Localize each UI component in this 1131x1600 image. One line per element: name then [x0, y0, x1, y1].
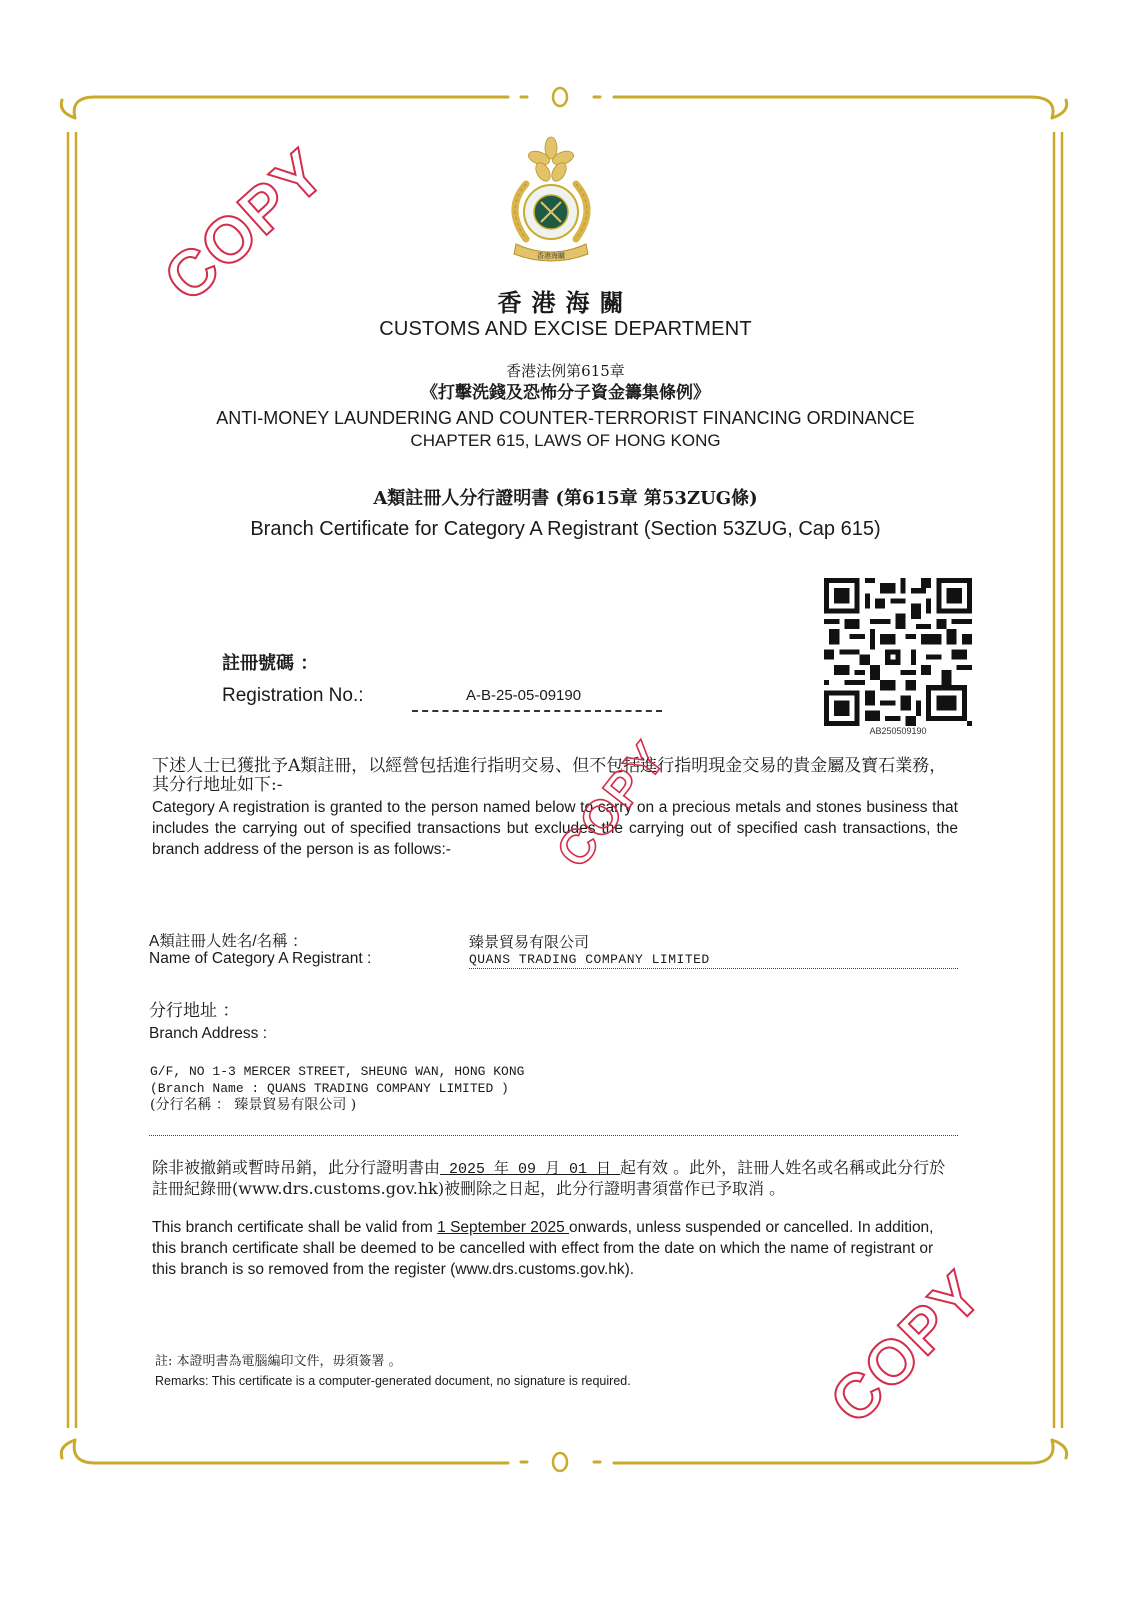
qr-code-icon[interactable]	[822, 578, 974, 726]
ordinance-english: ANTI-MONEY LAUNDERING AND COUNTER-TERRORIST FINANCING ORDINANCE	[216, 408, 915, 428]
registration-label-chinese: 註冊號碼 ：	[222, 653, 319, 674]
qr-code-caption: AB250509190	[869, 726, 927, 736]
grant-text-chinese: 下述人士已獲批予A類註冊，以經營包括進行指明交易、但不包括進行指明現金交易的貴金屬及寶石業務，其分行地址如下:-	[152, 756, 947, 795]
registration-label-english: Registration No.:	[222, 685, 364, 706]
copy-stamp: COPY	[150, 134, 340, 316]
section-separator	[149, 1135, 958, 1136]
registrant-label-chinese: A類註冊人姓名/名稱 ：	[149, 933, 308, 950]
validity-text-chinese	[152, 1158, 958, 1198]
branch-address: G/F, NO 1-3 MERCER STREET, SHEUNG WAN, HONG KONG	[150, 1064, 525, 1079]
grant-text-english: Category A registration is granted to the person named below to carry on a precious metals and stones business that includes the carrying out of specified transactions but excludes the carrying out of specified cash transactions, the branch address of the person is as follows:-	[152, 799, 958, 858]
registrant-dotted-line	[469, 968, 958, 969]
validity-cn-suffix: 起有效 。此外，註冊人姓名或名稱或此分行於註冊紀錄冊(www.drs.customs.gov.hk)被刪除之日起，此分行證明書須當作已予取消 。	[152, 1158, 946, 1198]
registration-number: A-B-25-05-09190	[466, 687, 582, 704]
department-title-chinese: 香港海關	[497, 288, 634, 317]
validity-en-prefix: This branch certificate shall be valid from	[152, 1219, 433, 1236]
registration-underline	[412, 704, 662, 712]
chapter-english: CHAPTER 615, LAWS OF HONG KONG	[410, 431, 721, 450]
validity-cn-date: 2025 年 09 月 01 日	[440, 1161, 621, 1178]
remarks-chinese: 註: 本證明書為電腦編印文件，毋須簽署 。	[155, 1354, 402, 1369]
registrant-name-chinese: 臻景貿易有限公司	[469, 933, 590, 951]
branch-address-label-english: Branch Address :	[149, 1025, 268, 1042]
validity-en-suffix: onwards, unless suspended or cancelled. In addition, this branch certificate shall be deemed to be cancelled with effect from the date on which the name of registrant or this branch is so removed from the register (www.drs.customs.gov.hk).	[152, 1219, 934, 1278]
validity-text-english	[152, 1217, 958, 1280]
certificate-title-chinese: A類註冊人分行證明書 (第615章 第53ZUG條)	[373, 488, 758, 509]
registrant-name-english: QUANS TRADING COMPANY LIMITED	[469, 952, 710, 967]
ordinance-chinese: 《打擊洗錢及恐怖分子資金籌集條例》	[421, 383, 710, 403]
branch-address-block	[150, 1063, 524, 1114]
chapter-chinese: 香港法例第615章	[506, 362, 625, 380]
department-title-english: CUSTOMS AND EXCISE DEPARTMENT	[379, 318, 752, 340]
branch-address-label-chinese: 分行地址 ：	[149, 1001, 240, 1021]
remarks-english: Remarks: This certificate is a computer-generated document, no signature is required.	[155, 1374, 631, 1388]
validity-cn-prefix: 除非被撤銷或暫時吊銷，此分行證明書由	[152, 1158, 441, 1177]
validity-en-date: 1 September 2025	[437, 1219, 569, 1236]
certificate-title-english: Branch Certificate for Category A Registrant (Section 53ZUG, Cap 615)	[250, 518, 881, 540]
registrant-label-english: Name of Category A Registrant :	[149, 950, 372, 967]
svg-text:香港海關: 香港海關	[537, 252, 565, 260]
copy-stamp: COPY	[546, 731, 678, 878]
branch-name-chinese: (分行名稱 ： 臻景貿易有限公司 )	[150, 1097, 357, 1113]
customs-emblem-icon	[496, 134, 606, 268]
copy-stamp: COPY	[817, 1258, 997, 1437]
branch-name-english: (Branch Name : QUANS TRADING COMPANY LIMITED )	[150, 1081, 509, 1096]
